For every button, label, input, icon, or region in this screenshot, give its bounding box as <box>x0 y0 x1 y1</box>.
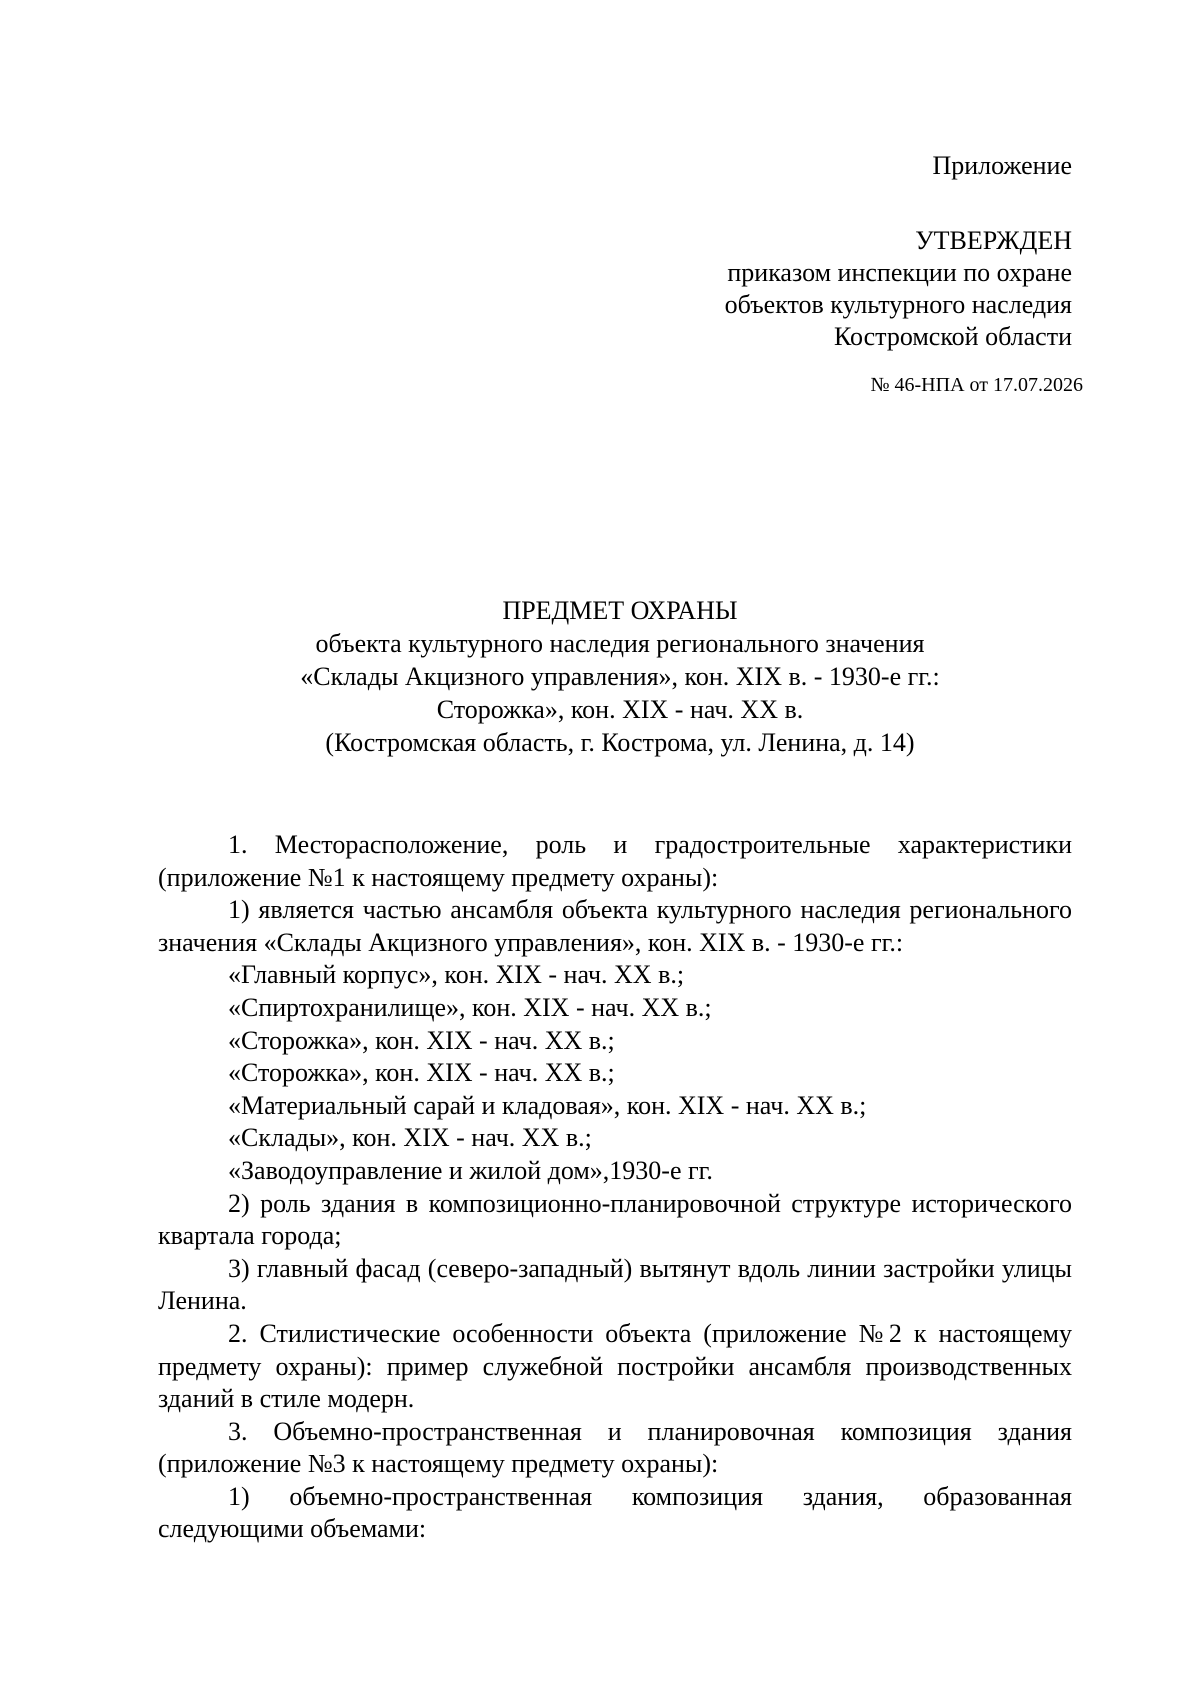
title-line-4: (Костромская область, г. Кострома, ул. Ленина, д. 14) <box>325 728 915 757</box>
document-heading: ПРЕДМЕТ ОХРАНЫ <box>502 596 738 625</box>
paragraph-3: 3. Объемно-пространственная и планировочная композиция здания (приложение №3 к настоящему предмету охраны): <box>158 1416 1072 1479</box>
ensemble-item: «Сторожка», кон. XIX - нач. XX в.; <box>228 1058 615 1088</box>
appendix-label: Приложение <box>932 151 1072 180</box>
title-line-3: Сторожка», кон. XIX - нач. XX в. <box>436 695 804 724</box>
document-title-block <box>150 594 1090 759</box>
approval-line-2: объектов культурного наследия <box>724 290 1072 319</box>
paragraph-3-item-1: 1) объемно-пространственная композиция здания, образованная следующими объемами: <box>158 1481 1072 1544</box>
approval-block <box>725 225 1072 353</box>
paragraph-1-item-2: 2) роль здания в композиционно-планировочной структуре исторического квартала города; <box>158 1188 1072 1251</box>
ensemble-item: «Спиртохранилище», кон. XIX - нач. XX в.; <box>228 992 712 1022</box>
ensemble-item: «Склады», кон. XIX - нач. XX в.; <box>228 1123 592 1153</box>
paragraph-1-item-3: 3) главный фасад (северо-западный) вытянут вдоль линии застройки улицы Ленина. <box>158 1253 1072 1316</box>
approval-line-1: приказом инспекции по охране <box>727 258 1072 287</box>
paragraph-2: 2. Стилистические особенности объекта (приложение №2 к настоящему предмету охраны): пример служебной постройки ансамбля производственных зданий в стиле модерн. <box>158 1318 1072 1414</box>
title-line-2: «Склады Акцизного управления», кон. XIX в. - 1930-е гг.: <box>300 662 940 691</box>
paragraph-1: 1. Месторасположение, роль и градостроительные характеристики (приложение №1 к настоящему предмету охраны): <box>158 830 1072 892</box>
appendix-label-block <box>932 150 1072 182</box>
paragraph-1-item-1: 1) является частью ансамбля объекта культурного наследия регионального значения «Склады Акцизного управления», кон. XIX в. - 1930-е гг.: <box>158 895 1072 957</box>
approval-line-3: Костромской области <box>833 322 1072 351</box>
ensemble-item: «Заводоуправление и жилой дом»,1930-е гг. <box>228 1155 713 1185</box>
approved-label: УТВЕРЖДЕН <box>915 226 1072 255</box>
ensemble-item: «Главный корпус», кон. XIX - нач. XX в.; <box>228 960 685 990</box>
document-body <box>158 829 1072 1546</box>
title-line-1: объекта культурного наследия регионального значения <box>315 629 925 658</box>
ensemble-item: «Материальный сарай и кладовая», кон. XIX - нач. XX в.; <box>228 1090 867 1120</box>
order-number: № 46-НПА от 17.07.2026 <box>870 374 1083 396</box>
ensemble-item: «Сторожка», кон. XIX - нач. XX в.; <box>228 1025 615 1055</box>
